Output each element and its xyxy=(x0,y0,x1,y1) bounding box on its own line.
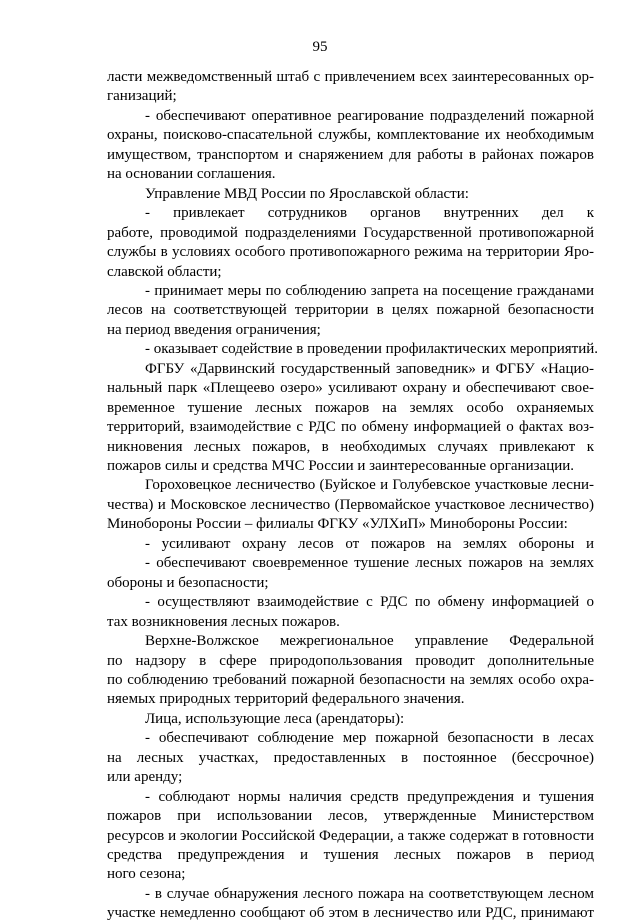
text-line xyxy=(0,438,640,457)
text-line xyxy=(0,749,640,768)
text-line xyxy=(0,690,640,709)
text-line xyxy=(0,301,640,320)
text-line-content: ного сезона; xyxy=(107,866,186,883)
text-line xyxy=(0,885,640,904)
text-line-content: ганизаций; xyxy=(107,88,177,105)
text-line-content: - обеспечивают своевременное тушение лесных пожаров на землях xyxy=(145,555,594,572)
text-line-content: пожаров при использовании лесов, утвержденные Министерством xyxy=(107,808,594,825)
text-line-content: - обеспечивают соблюдение мер пожарной безопасности в лесах xyxy=(145,730,594,747)
text-line-content: ласти межведомственный штаб с привлечением всех заинтересованных ор- xyxy=(107,69,594,85)
text-line-content: ФГБУ «Дарвинский государственный заповедник» и ФГБУ «Нацио- xyxy=(145,360,594,377)
text-line-content: чества) и Московское лесничество (Первомайское участковое лесничество) xyxy=(107,496,594,513)
text-line-content: - обеспечивают оперативное реагирование подразделений пожарной xyxy=(145,107,594,124)
text-line-content: никновения лесных пожаров, в необходимых случаях привлекают к xyxy=(107,438,594,455)
text-line-content: - усиливают охрану лесов от пожаров на землях обороны и xyxy=(145,535,594,552)
text-line-content: тах возникновения лесных пожаров. xyxy=(107,613,340,630)
text-line-content: - привлекает сотрудников органов внутренних дел к xyxy=(145,205,594,222)
text-line-content: службы в условиях особого противопожарного режима на территории Яро- xyxy=(107,244,594,261)
text-line xyxy=(0,87,640,106)
text-line xyxy=(0,613,640,632)
text-line xyxy=(0,399,640,418)
text-line xyxy=(0,865,640,884)
text-line-content: участке немедленно сообщают об этом в лесничество или РДС, принимают xyxy=(107,905,594,922)
text-line xyxy=(0,282,640,301)
text-line xyxy=(0,204,640,223)
text-line-content: по надзору в сфере природопользования проводит дополнительные xyxy=(107,652,594,669)
text-line-content: славской области; xyxy=(107,263,222,280)
text-line-content: няемых природных территорий федерального значения. xyxy=(107,691,465,708)
text-line-content: на основании соглашения. xyxy=(107,166,276,183)
text-line xyxy=(0,515,640,534)
text-line xyxy=(0,496,640,515)
text-line xyxy=(0,418,640,437)
text-line-content: обороны и безопасности; xyxy=(107,574,269,591)
text-line xyxy=(0,321,640,340)
text-line xyxy=(0,729,640,748)
text-line xyxy=(0,807,640,826)
text-line-content: Управление МВД России по Ярославской области: xyxy=(145,185,469,202)
text-line xyxy=(0,457,640,476)
text-line-content: нальный парк «Плещеево озеро» усиливают охрану и обеспечивают свое- xyxy=(107,380,594,397)
text-line xyxy=(0,768,640,787)
text-line xyxy=(0,827,640,846)
text-line xyxy=(0,846,640,865)
text-line-content: средства предупреждения и тушения лесных пожаров в период xyxy=(107,847,594,863)
text-line-content: Лица, использующие леса (арендаторы): xyxy=(145,710,405,727)
text-line-content: Верхне-Волжское межрегиональное управление Федеральной xyxy=(145,633,594,650)
text-line-content: охраны, поисково-спасательной службы, комплектование их необходимым xyxy=(107,127,594,144)
text-line xyxy=(0,904,640,923)
text-line-content: Минобороны России – филиалы ФГКУ «УЛХиП» Минобороны России: xyxy=(107,516,568,533)
text-line-content: пожаров силы и средства МЧС России и заинтересованные организации. xyxy=(107,458,575,474)
text-line-content: работе, проводимой подразделениями Государственной противопожарной xyxy=(107,224,594,241)
text-line xyxy=(0,107,640,126)
text-line xyxy=(0,710,640,729)
text-line xyxy=(0,652,640,671)
text-line-content: на лесных участках, предоставленных в постоянное (бессрочное) xyxy=(107,749,594,766)
text-line xyxy=(0,671,640,690)
text-line xyxy=(0,554,640,573)
text-line-content: на период введения ограничения; xyxy=(107,321,321,338)
page-number: 95 xyxy=(312,39,328,55)
text-line xyxy=(0,788,640,807)
text-line xyxy=(0,165,640,184)
text-line-content: временное тушение лесных пожаров на землях особо охраняемых xyxy=(107,399,594,416)
text-line-content: лесов на соответствующей территории в целях пожарной безопасности xyxy=(107,302,594,319)
text-line xyxy=(0,243,640,262)
text-line xyxy=(0,379,640,398)
text-line xyxy=(0,593,640,612)
text-line xyxy=(0,632,640,651)
text-line-content: ресурсов и экологии Российской Федерации, а также содержат в готовности xyxy=(107,827,594,844)
text-line-content: - в случае обнаружения лесного пожара на соответствующем лесном xyxy=(145,885,594,902)
text-line-content: имуществом, транспортом и снаряжением для работы в районах пожаров xyxy=(107,146,594,163)
text-line xyxy=(0,126,640,145)
text-line-content: - принимает меры по соблюдению запрета на посещение гражданами xyxy=(145,282,594,299)
text-line xyxy=(0,476,640,495)
text-line xyxy=(0,224,640,243)
text-line xyxy=(0,360,640,379)
text-line-content: - оказывает содействие в проведении профилактических мероприятий. xyxy=(145,341,599,358)
text-line-content: по соблюдению требований пожарной безопасности на землях особо охра- xyxy=(107,671,594,688)
text-line-content: Гороховецкое лесничество (Буйское и Голубевское участковые лесни- xyxy=(145,477,594,494)
text-line xyxy=(0,340,640,359)
text-line-content: или аренду; xyxy=(107,769,183,786)
text-line xyxy=(0,185,640,204)
text-line xyxy=(0,574,640,593)
text-line xyxy=(0,146,640,165)
text-line xyxy=(0,263,640,282)
text-line xyxy=(0,535,640,554)
text-line-content: - осуществляют взаимодействие с РДС по обмену информацией о xyxy=(145,594,594,611)
text-line-content: - соблюдают нормы наличия средств предупреждения и тушения xyxy=(145,788,594,805)
text-line-content: территорий, взаимодействие с РДС по обмену информацией о фактах воз- xyxy=(107,419,594,436)
text-line xyxy=(0,68,640,87)
